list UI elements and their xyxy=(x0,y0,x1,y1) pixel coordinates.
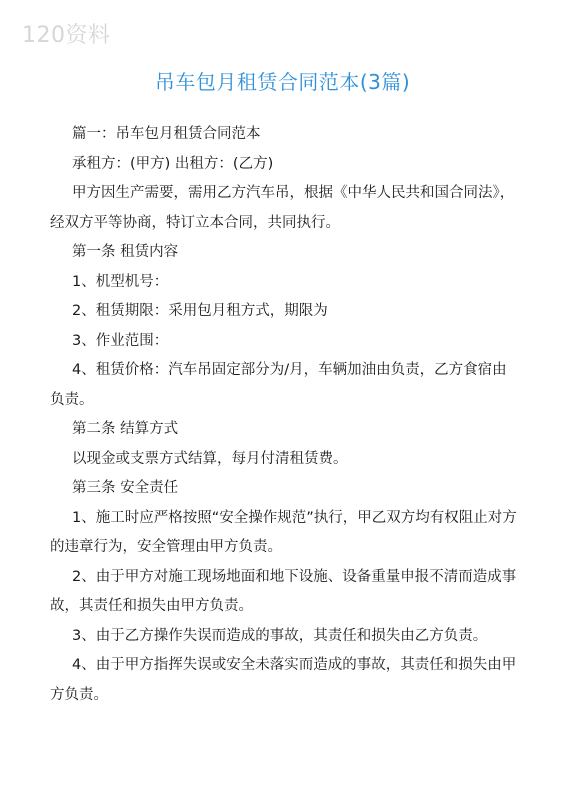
section-heading: 第二条 结算方式 xyxy=(72,421,179,437)
clause-item: 2、由于甲方对施工现场地面和地下设施、设备重量申报不清而造成事故，其责任和损失由甲方负责。 xyxy=(50,568,517,614)
clause-item: 1、机型机号： xyxy=(72,273,169,290)
preamble-paragraph: 甲方因生产需要，需用乙方汽车吊，根据《中华人民共和国合同法》，经双方平等协商，特订立本合同，共同执行。 xyxy=(50,185,515,231)
clause-item: 3、由于乙方操作失误而造成的事故，其责任和损失由乙方负责。 xyxy=(72,627,488,644)
clause-item: 1、施工时应严格按照“安全操作规范”执行，甲乙双方均有权阻止对方的违章行为，安全管理由甲方负责。 xyxy=(50,509,517,555)
document-title: 吊车包月租赁合同范本(3篇) xyxy=(154,70,411,94)
document-body xyxy=(50,120,520,710)
clause-item: 3、作业范围： xyxy=(72,332,169,349)
clause-item: 以现金或支票方式结算，每月付清租赁费。 xyxy=(72,450,348,467)
clause-item: 2、租赁期限：采用包月租方式，期限为 xyxy=(72,303,328,319)
heading-article-one: 篇一：吊车包月租赁合同范本 xyxy=(72,126,261,142)
watermark: 120资料 xyxy=(22,23,111,48)
clause-item: 4、租赁价格：汽车吊固定部分为/月，车辆加油由负责，乙方食宿由负责。 xyxy=(50,362,507,408)
section-heading: 第三条 安全责任 xyxy=(72,480,179,496)
clause-item: 4、由于甲方指挥失误或安全未落实而造成的事故，其责任和损失由甲方负责。 xyxy=(50,657,517,703)
parties-line: 承租方：(甲方) 出租方：(乙方) xyxy=(72,155,274,172)
section-heading: 第一条 租赁内容 xyxy=(72,244,179,260)
